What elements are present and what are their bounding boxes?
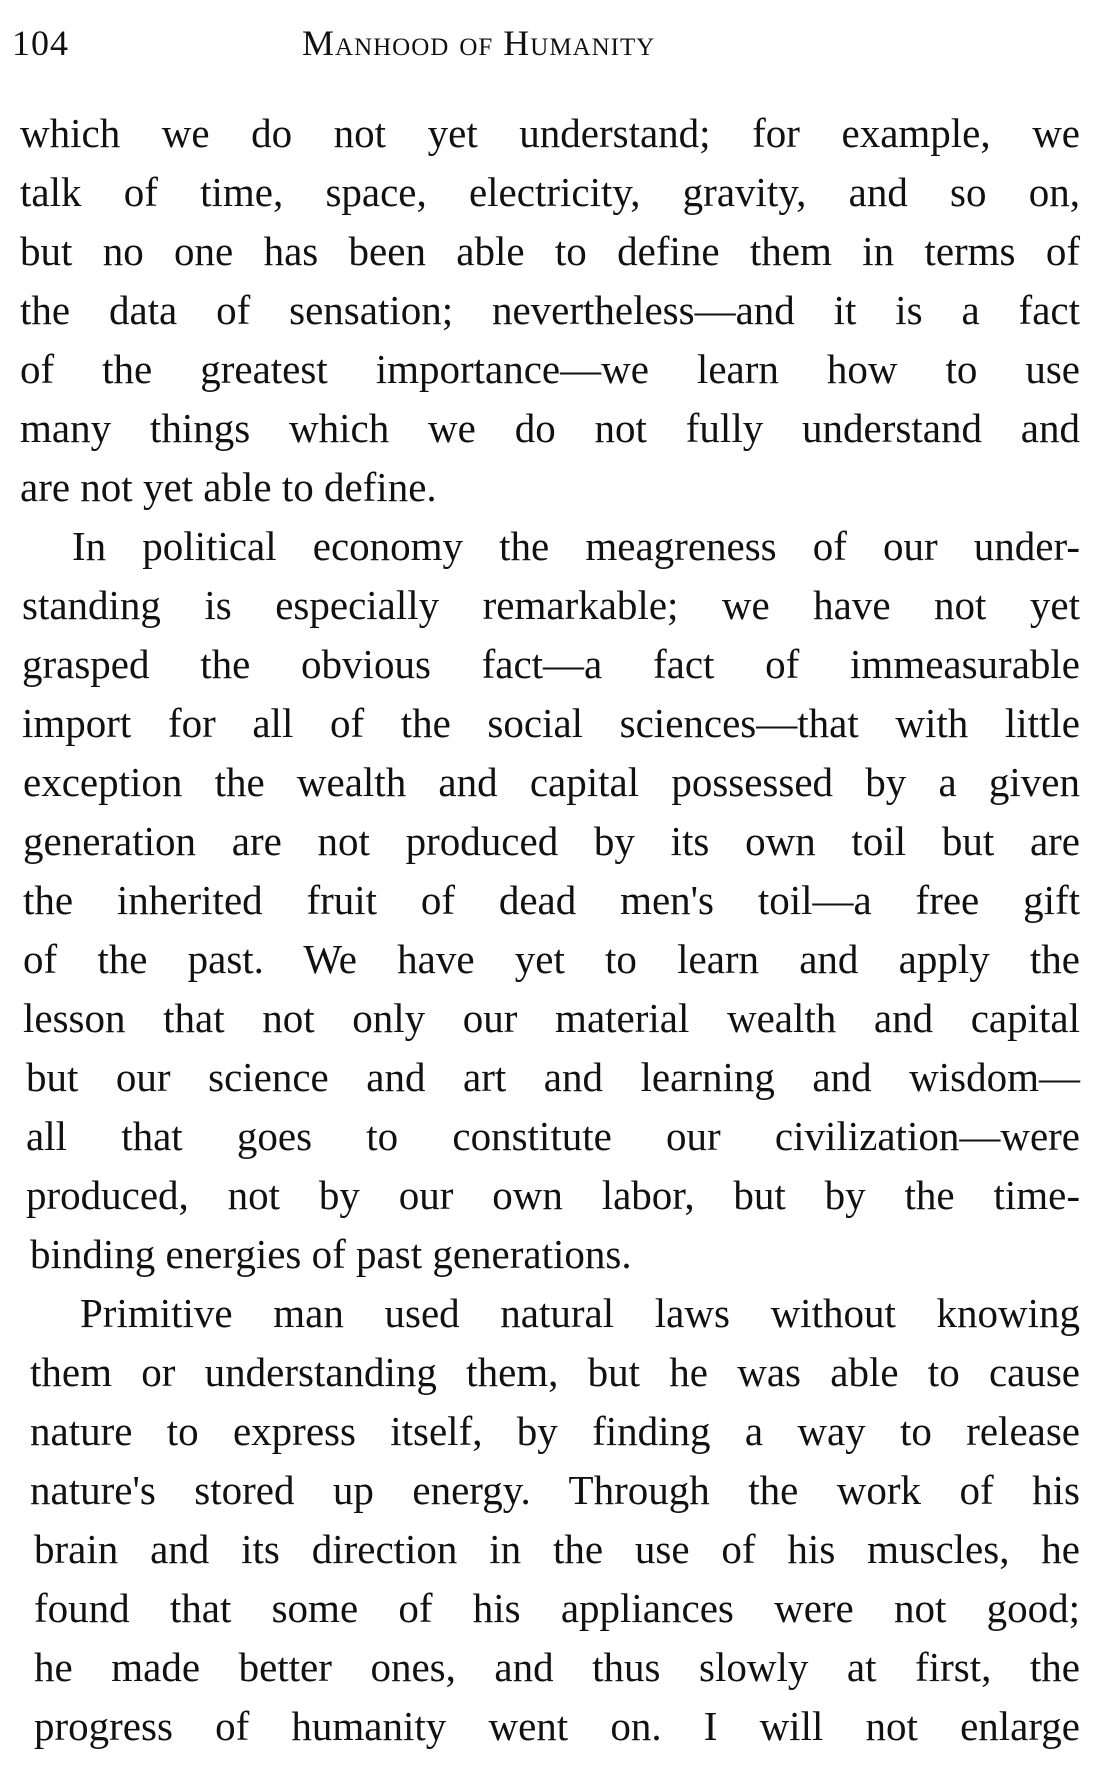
text-line: progress of humanity went on. I will not enlarge (34, 1703, 1080, 1749)
text-line: he made better ones, and thus slowly at first, the (34, 1644, 1080, 1690)
text-line: them or understanding them, but he was able to cause (30, 1349, 1080, 1395)
text-line: exception the wealth and capital possessed by a given (23, 759, 1080, 805)
text-line: but no one has been able to define them in terms of (20, 228, 1080, 274)
text-line: which we do not yet understand; for example, we (20, 110, 1080, 156)
paragraph-first-line: In political economy the meagreness of our under- (72, 523, 1080, 569)
text-line: the data of sensation; nevertheless—and it is a fact (20, 287, 1080, 333)
running-head (12, 18, 1072, 68)
text-line: but our science and art and learning and wisdom— (26, 1054, 1080, 1100)
text-line: all that goes to constitute our civilization—were (26, 1113, 1080, 1159)
text-line: nature's stored up energy. Through the work of his (30, 1467, 1080, 1513)
paragraph-first-line: Primitive man used natural laws without knowing (80, 1290, 1080, 1336)
running-title: Manhood of Humanity (302, 23, 656, 63)
text-line: talk of time, space, electricity, gravity, and so on, (20, 169, 1080, 215)
text-line: standing is especially remarkable; we have not yet (22, 582, 1080, 628)
text-line: produced, not by our own labor, but by the time- (26, 1172, 1080, 1218)
text-line: grasped the obvious fact—a fact of immeasurable (22, 641, 1080, 687)
paragraph-last-line: binding energies of past generations. (30, 1231, 632, 1277)
text-line: many things which we do not fully understand and (20, 405, 1080, 451)
text-line: of the past. We have yet to learn and apply the (23, 936, 1080, 982)
body-text (20, 104, 1080, 1756)
page-number: 104 (12, 23, 69, 63)
text-line: found that some of his appliances were not good; (34, 1585, 1080, 1631)
text-line: import for all of the social sciences—that with little (22, 700, 1080, 746)
text-line: of the greatest importance—we learn how to use (20, 346, 1080, 392)
text-line: the inherited fruit of dead men's toil—a free gift (23, 877, 1080, 923)
text-line: generation are not produced by its own toil but are (23, 818, 1080, 864)
text-line: brain and its direction in the use of his muscles, he (34, 1526, 1080, 1572)
paragraph-last-line: are not yet able to define. (20, 464, 437, 510)
text-line: lesson that not only our material wealth and capital (23, 995, 1080, 1041)
text-line: nature to express itself, by finding a way to release (30, 1408, 1080, 1454)
